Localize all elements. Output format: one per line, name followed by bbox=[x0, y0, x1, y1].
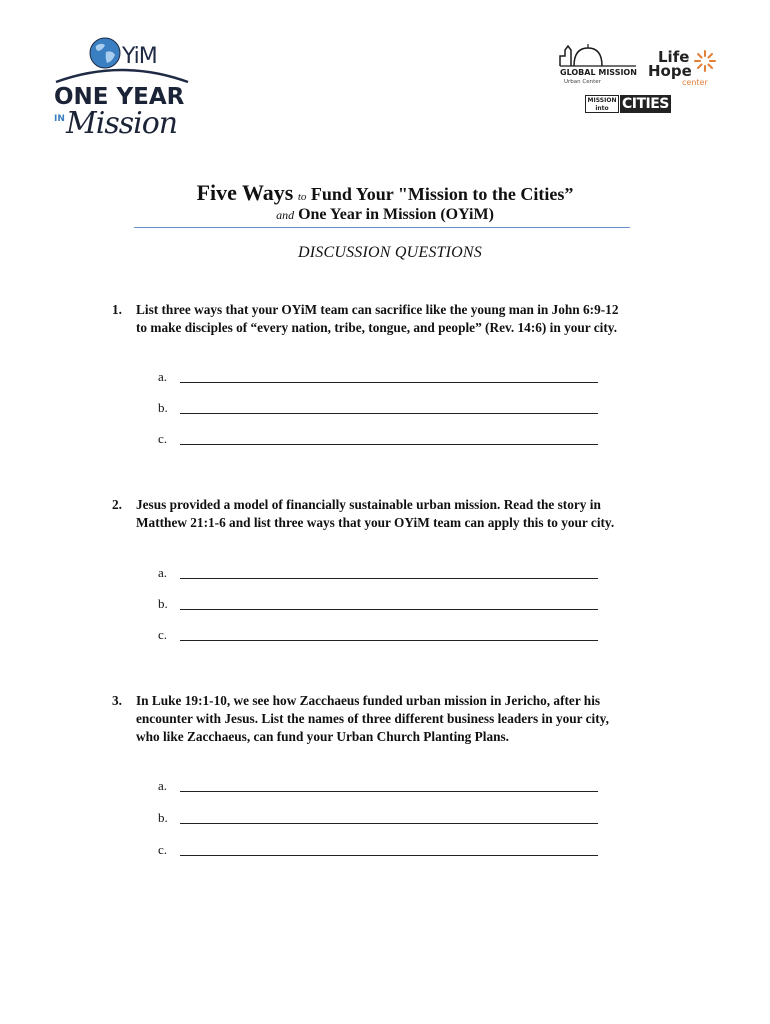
question-text bbox=[136, 301, 706, 337]
title-divider bbox=[134, 227, 630, 228]
discussion-questions-heading: DISCUSSION QUESTIONS bbox=[298, 244, 482, 261]
hope-word: Hope bbox=[648, 62, 692, 80]
oyim-mark: YiM bbox=[122, 44, 157, 69]
sunburst-icon bbox=[694, 50, 716, 72]
question-line: List three ways that your OYiM team can sacrifice like the young man in John 6:9-12 bbox=[136, 302, 619, 317]
oyim-in: IN bbox=[54, 114, 65, 124]
title-line-2 bbox=[0, 206, 770, 224]
answer-field[interactable] bbox=[180, 609, 598, 610]
title-connector-and: and bbox=[276, 208, 295, 222]
answer-letter: a. bbox=[158, 778, 168, 793]
mission-into-box: MISSION into bbox=[585, 95, 619, 113]
answer-field[interactable] bbox=[180, 382, 598, 383]
answer-field[interactable] bbox=[180, 578, 598, 579]
answer-field[interactable] bbox=[180, 444, 598, 445]
answer-3a bbox=[158, 778, 598, 796]
answer-field[interactable] bbox=[180, 791, 598, 792]
answer-letter: a. bbox=[158, 369, 168, 384]
skyline-icon bbox=[558, 42, 638, 68]
title-connector-to: to bbox=[297, 191, 307, 203]
arc-swoosh-icon bbox=[52, 56, 192, 86]
life-word: Life bbox=[658, 48, 690, 66]
answer-letter: c. bbox=[158, 627, 168, 642]
question-line: who like Zacchaeus, can fund your Urban Church Planting Plans. bbox=[136, 729, 510, 744]
answer-letter: b. bbox=[158, 400, 168, 415]
answer-3b bbox=[158, 810, 598, 828]
answer-2b bbox=[158, 596, 598, 614]
answer-letter: b. bbox=[158, 810, 168, 825]
global-mission-name: GLOBAL MISSION bbox=[560, 68, 637, 77]
center-word: center bbox=[682, 78, 708, 87]
question-number: 1. bbox=[112, 302, 122, 317]
answer-letter: b. bbox=[158, 596, 168, 611]
question-text bbox=[136, 692, 706, 746]
answer-field[interactable] bbox=[180, 640, 598, 641]
title-one-year: One Year in Mission (OYiM) bbox=[298, 206, 494, 223]
cities-word: CITIES bbox=[622, 96, 669, 112]
question-number: 2. bbox=[112, 497, 122, 512]
answer-2a bbox=[158, 565, 598, 583]
answer-field[interactable] bbox=[180, 855, 598, 856]
answer-letter: c. bbox=[158, 842, 168, 857]
answer-letter: c. bbox=[158, 431, 168, 446]
life-hope-logo bbox=[646, 48, 718, 92]
answer-1c bbox=[158, 431, 598, 449]
question-line: to make disciples of “every nation, tribe, tongue, and people” (Rev. 14:6) in your city. bbox=[136, 320, 618, 335]
question-line: Jesus provided a model of financially sustainable urban mission. Read the story in bbox=[136, 497, 601, 512]
oyim-mission: Mission bbox=[66, 106, 178, 141]
oyim-logo bbox=[52, 34, 192, 146]
oyim-one-year: ONE YEAR bbox=[54, 84, 185, 110]
answer-3c bbox=[158, 842, 598, 860]
title-line-1 bbox=[0, 180, 770, 206]
answer-2c bbox=[158, 627, 598, 645]
question-number: 3. bbox=[112, 693, 122, 708]
answer-field[interactable] bbox=[180, 413, 598, 414]
question-line: Matthew 21:1-6 and list three ways that your OYiM team can apply this to your city. bbox=[136, 515, 615, 530]
title-five-ways: Five Ways bbox=[196, 180, 294, 205]
mission-to-cities-logo bbox=[585, 95, 675, 115]
answer-1a bbox=[158, 369, 598, 387]
question-line: encounter with Jesus. List the names of three different business leaders in your city, bbox=[136, 711, 609, 726]
global-mission-sub: Urban Center bbox=[564, 79, 601, 85]
global-mission-logo bbox=[558, 42, 640, 88]
answer-1b bbox=[158, 400, 598, 418]
title-fund-your: Fund Your "Mission to the Cities” bbox=[310, 184, 574, 204]
question-line: In Luke 19:1-10, we see how Zacchaeus funded urban mission in Jericho, after his bbox=[136, 693, 601, 708]
answer-field[interactable] bbox=[180, 823, 598, 824]
answer-letter: a. bbox=[158, 565, 168, 580]
question-text bbox=[136, 496, 706, 532]
